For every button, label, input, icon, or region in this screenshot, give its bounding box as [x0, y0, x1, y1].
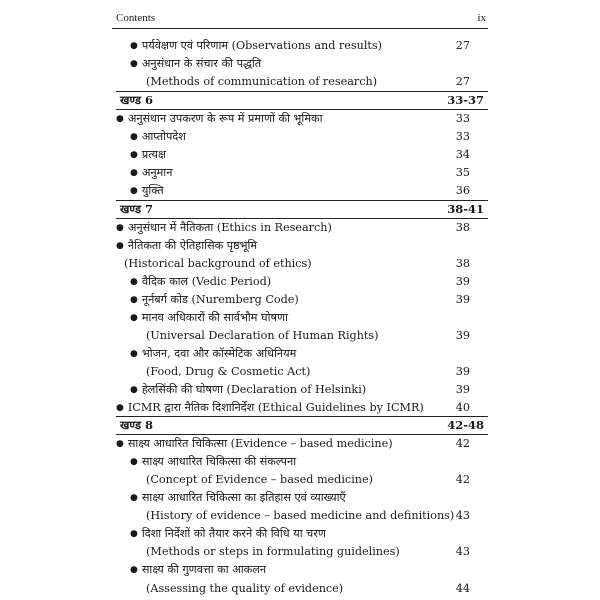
section-heading[interactable]: [116, 416, 488, 435]
page-number: 36: [455, 184, 470, 197]
entry-title: दिशा निर्देशों को तैयार करने की विधि या चरण: [141, 527, 326, 540]
page-number: 34: [455, 148, 470, 161]
toc-entry[interactable]: [0, 309, 600, 327]
entry-title: साक्ष्य आधारित चिकित्सा का इतिहास एवं व्याख्याएँ: [141, 491, 346, 504]
page-number: 44: [455, 582, 470, 595]
entry-title: नैतिकता की ऐतिहासिक पृष्ठभूमि: [127, 239, 258, 252]
page-number: 39: [455, 365, 470, 378]
bullet-icon: ●: [130, 385, 138, 395]
bullet-icon: ●: [130, 529, 138, 539]
entry-title: प्रत्यक्ष: [141, 148, 166, 161]
section-title: खण्ड 7: [120, 202, 154, 216]
toc-entry[interactable]: [0, 381, 600, 399]
page-number: 38: [455, 257, 470, 270]
toc-entry-continuation[interactable]: [0, 255, 600, 273]
running-header: [112, 10, 488, 29]
page-number: 39: [455, 293, 470, 306]
page-number: 39: [455, 329, 470, 342]
bullet-icon: ●: [116, 241, 124, 251]
entry-title: (Food, Drug & Cosmetic Act): [146, 365, 311, 378]
entry-title: आप्तोपदेश: [141, 130, 186, 143]
toc-entry[interactable]: [0, 489, 600, 507]
section-page-range: 42-48: [447, 418, 484, 432]
section-page-range: 38-41: [447, 202, 484, 216]
bullet-icon: ●: [130, 295, 138, 305]
entry-title: ICMR द्वारा नैतिक दिशानिर्देश (Ethical Guidelines by ICMR): [127, 401, 424, 414]
toc-entry[interactable]: [0, 110, 600, 128]
page-number: 43: [455, 509, 470, 522]
page-number: 43: [455, 545, 470, 558]
header-title: Contents: [116, 12, 156, 24]
page-number: 42: [455, 437, 470, 450]
header-page-number: ix: [477, 12, 486, 24]
bullet-icon: ●: [130, 313, 138, 323]
page-number: 27: [455, 75, 470, 88]
toc-entry[interactable]: [0, 146, 600, 164]
toc-entry[interactable]: [0, 399, 600, 417]
bullet-icon: ●: [130, 150, 138, 160]
toc-entry[interactable]: [0, 453, 600, 471]
entry-title: हेलसिंकी की घोषणा (Declaration of Helsinki): [141, 383, 367, 396]
entry-title: (Methods or steps in formulating guidelines): [146, 545, 400, 558]
toc-entry-continuation[interactable]: [0, 471, 600, 489]
bullet-icon: ●: [116, 403, 124, 413]
entry-title: मानव अधिकारों की सार्वभौम घोषणा: [141, 311, 288, 324]
toc-entry-continuation[interactable]: [0, 327, 600, 345]
entry-title: अनुसंधान के संचार की पद्धति: [141, 57, 262, 70]
toc-entry[interactable]: [0, 219, 600, 237]
section-heading[interactable]: [116, 200, 488, 219]
page-number: 39: [455, 275, 470, 288]
section-page-range: 33-37: [447, 93, 484, 107]
bullet-icon: ●: [130, 59, 138, 69]
entry-title: (Assessing the quality of evidence): [146, 582, 344, 595]
section-title: खण्ड 6: [120, 93, 154, 107]
page-number: 35: [455, 166, 470, 179]
entry-title: अनुसंधान में नैतिकता (Ethics in Research): [127, 221, 332, 234]
bullet-icon: ●: [116, 223, 124, 233]
toc-entry-continuation[interactable]: [0, 73, 600, 91]
bullet-icon: ●: [130, 349, 138, 359]
bullet-icon: ●: [130, 565, 138, 575]
bullet-icon: ●: [130, 457, 138, 467]
toc-entry[interactable]: [0, 525, 600, 543]
bullet-icon: ●: [130, 168, 138, 178]
entry-title: अनुसंधान उपकरण के रूप में प्रमाणों की भूमिका: [127, 112, 323, 125]
bullet-icon: ●: [116, 439, 124, 449]
bullet-icon: ●: [130, 132, 138, 142]
toc-entry[interactable]: [0, 291, 600, 309]
page-number: 27: [455, 39, 470, 52]
toc-entry-continuation[interactable]: [0, 580, 600, 598]
bullet-icon: ●: [130, 277, 138, 287]
entry-title: नूर्नबर्ग कोड (Nuremberg Code): [141, 293, 299, 306]
toc-entry[interactable]: [0, 37, 600, 55]
section-title: खण्ड 8: [120, 418, 154, 432]
page-number: 33: [455, 130, 470, 143]
entry-title: (Methods of communication of research): [146, 75, 378, 88]
toc-entry[interactable]: [0, 55, 600, 73]
entry-title: युक्ति: [141, 184, 164, 197]
entry-title: साक्ष्य आधारित चिकित्सा (Evidence – based medicine): [127, 437, 393, 450]
toc-entry[interactable]: [0, 561, 600, 579]
entry-title: साक्ष्य आधारित चिकित्सा की संकल्पना: [141, 455, 297, 468]
toc-entry[interactable]: [0, 273, 600, 291]
bullet-icon: ●: [130, 41, 138, 51]
toc-entry-continuation[interactable]: [0, 363, 600, 381]
entry-title: (Historical background of ethics): [124, 257, 312, 270]
entry-title: भोजन, दवा और कॉस्मेटिक अधिनियम: [141, 347, 297, 360]
page-number: 42: [455, 473, 470, 486]
entry-title: (History of evidence – based medicine and definitions): [146, 509, 455, 522]
page-number: 33: [455, 112, 470, 125]
toc-entry-continuation[interactable]: [0, 543, 600, 561]
toc-entry-continuation[interactable]: [0, 507, 600, 525]
entry-title: (Universal Declaration of Human Rights): [146, 329, 379, 342]
toc-entry[interactable]: [0, 164, 600, 182]
page-number: 38: [455, 221, 470, 234]
toc-entry[interactable]: [0, 345, 600, 363]
entry-title: अनुमान: [141, 166, 173, 179]
page-number: 40: [455, 401, 470, 414]
bullet-icon: ●: [130, 186, 138, 196]
bullet-icon: ●: [130, 493, 138, 503]
toc-entry[interactable]: [0, 182, 600, 200]
entry-title: (Concept of Evidence – based medicine): [146, 473, 373, 486]
page-number: 39: [455, 383, 470, 396]
toc-entry[interactable]: [0, 128, 600, 146]
bullet-icon: ●: [116, 114, 124, 124]
section-heading[interactable]: [116, 91, 488, 110]
toc-entry[interactable]: [0, 237, 600, 255]
entry-title: साक्ष्य की गुणवत्ता का आकलन: [141, 563, 267, 576]
toc-entry[interactable]: [0, 435, 600, 453]
entry-title: पर्यवेक्षण एवं परिणाम (Observations and results): [141, 39, 383, 52]
entry-title: वैदिक काल (Vedic Period): [141, 275, 272, 288]
